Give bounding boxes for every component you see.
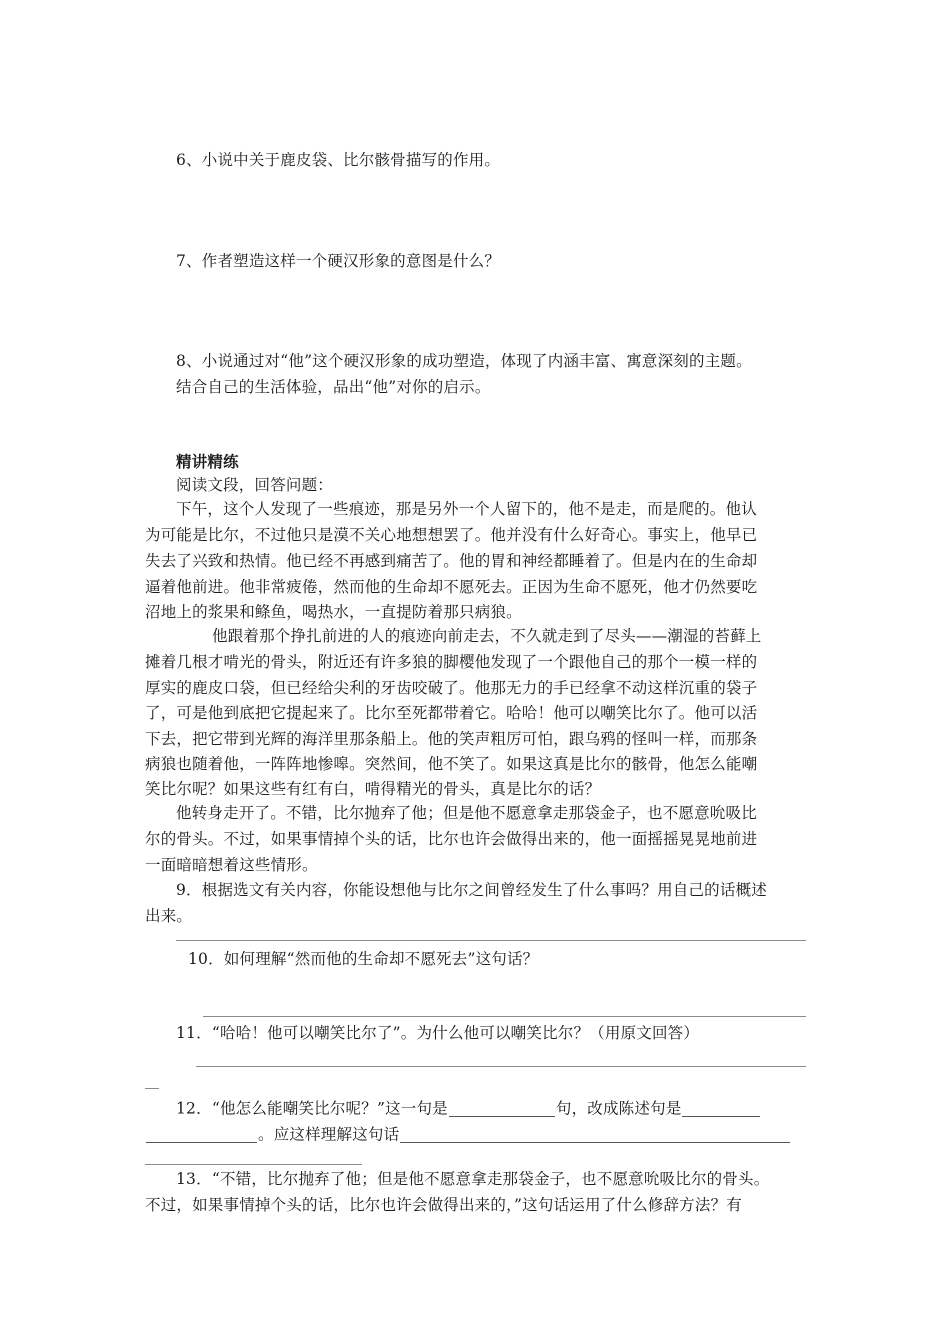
answer-line-q9[interactable] (176, 940, 806, 941)
question-9-line-1: 9．根据选文有关内容，你能设想他与比尔之间曾经发生了什么事吗？用自己的话概述 (176, 881, 767, 899)
blank-sentence-type[interactable] (449, 1101, 555, 1117)
question-12-part-2: 句，改成陈述句是 (555, 1099, 682, 1118)
blank-declarative-end[interactable] (146, 1127, 257, 1143)
question-12-line-1 (176, 1101, 761, 1117)
passage-line: 笑比尔呢？如果这些有红有白，啃得精光的骨头，真是比尔的话？ (145, 780, 601, 798)
passage-line: 尔的骨头。不过，如果事情掉个头的话，比尔也许会做得出来的，他一面摇摇晃晃地前进 (145, 830, 758, 848)
section-title: 精讲精练 (176, 452, 239, 471)
answer-line-q10[interactable] (203, 1016, 806, 1017)
passage-line: 为可能是比尔，不过他只是漠不关心地想想罢了。他并没有什么好奇心。事实上，他早已 (145, 526, 758, 544)
question-9-line-2: 出来。 (145, 907, 193, 925)
question-11: 11．“哈哈！他可以嘲笑比尔了”。为什么他可以嘲笑比尔？（用原文回答） (176, 1024, 700, 1042)
answer-line-q12[interactable] (145, 1164, 362, 1165)
question-8-line-1: 8、小说通过对“他”这个硬汉形象的成功塑造，体现了内涵丰富、寓意深刻的主题。 (176, 352, 752, 370)
passage-line: 失去了兴致和热情。他已经不再感到痛苦了。他的胃和神经都睡着了。但是内在的生命却 (145, 552, 758, 570)
passage-line: 一面暗暗想着这些情形。 (145, 856, 318, 874)
question-13-line-2: 不过，如果事情掉个头的话，比尔也许会做得出来的，”这句话运用了什么修辞方法？有 (145, 1196, 742, 1214)
passage-line: 下去，把它带到光辉的海洋里那条船上。他的笑声粗厉可怕，跟乌鸦的怪叫一样，而那条 (145, 730, 758, 748)
question-10: 10．如何理解“然而他的生命却不愿死去”这句话？ (188, 950, 539, 968)
passage-line: 厚实的鹿皮口袋，但已经给尖利的牙齿咬破了。他那无力的手已经拿不动这样沉重的袋子 (145, 679, 758, 697)
blank-declarative-start[interactable] (682, 1101, 760, 1117)
question-12-line-2 (145, 1127, 791, 1143)
passage-line: 他转身走开了。不错，比尔抛弃了他；但是他不愿意拿走那袋金子，也不愿意吮吸比 (176, 804, 757, 822)
passage-line: 了，可是他到底把它提起来了。比尔至死都带着它。哈哈！他可以嘲笑比尔了。他可以活 (145, 704, 758, 722)
question-6: 6、小说中关于鹿皮袋、比尔骸骨描写的作用。 (176, 151, 501, 169)
passage-line: 病狼也随着他，一阵阵地惨嗥。突然间，他不笑了。如果这真是比尔的骸骨，他怎么能嘲 (145, 755, 758, 773)
question-7: 7、作者塑造这样一个硬汉形象的意图是什么？ (176, 252, 501, 270)
blank-understanding[interactable] (400, 1127, 790, 1143)
passage-line: 逼着他前进。他非常疲倦，然而他的生命却不愿死去。正因为生命不愿死，他才仍然要吃 (145, 578, 758, 596)
passage-line: 沼地上的浆果和鲦鱼，喝热水，一直提防着那只病狼。 (145, 603, 522, 621)
question-12-part-3: 。应这样理解这句话 (258, 1125, 400, 1144)
passage-line: 下午，这个人发现了一些痕迹，那是另外一个人留下的，他不是走，而是爬的。他认 (176, 500, 757, 518)
question-12-part-1: 12．“他怎么能嘲笑比尔呢？”这一句是 (176, 1099, 448, 1118)
section-instruction: 阅读文段，回答问题： (176, 476, 334, 494)
question-8-line-2: 结合自己的生活体验，品出“他”对你的启示。 (176, 378, 491, 396)
question-13-line-1: 13．“不错，比尔抛弃了他；但是他不愿意拿走那袋金子，也不愿意吮吸比尔的骨头。 (176, 1170, 770, 1188)
answer-line-q11-continued[interactable] (145, 1088, 159, 1089)
passage-line: 摊着几根才啃光的骨头，附近还有许多狼的脚樱他发现了一个跟他自己的那个一模一样的 (145, 653, 758, 671)
answer-line-q11[interactable] (196, 1066, 806, 1067)
passage-line: 他跟着那个挣扎前进的人的痕迹向前走去，不久就走到了尽头——潮湿的苔藓上 (212, 627, 762, 645)
